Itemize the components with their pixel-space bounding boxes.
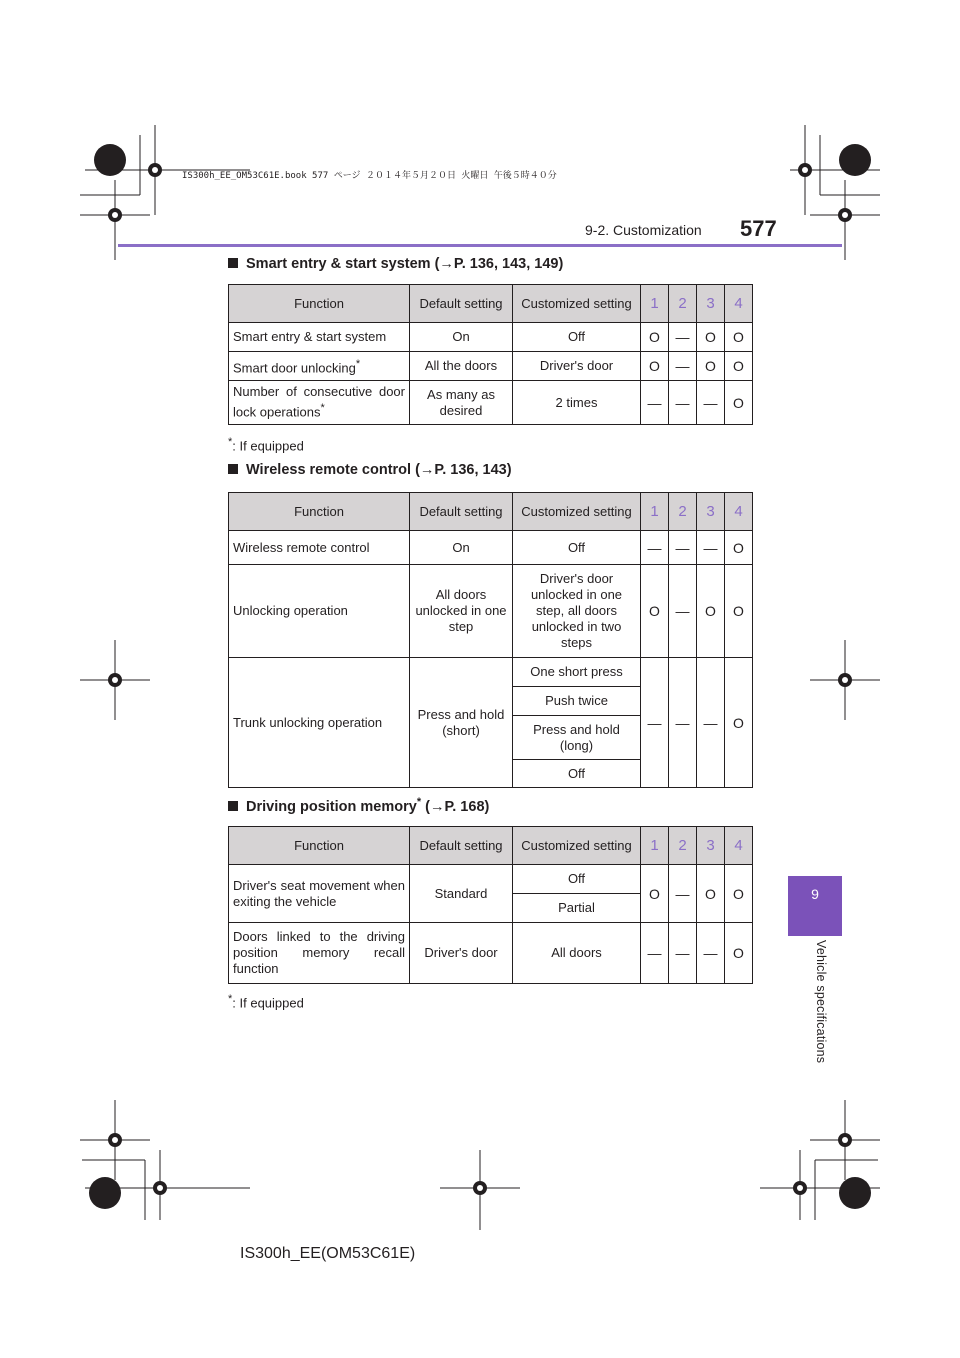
table-smart-entry xyxy=(228,284,753,425)
section-title: 9-2. Customization xyxy=(585,222,702,238)
number-1-icon: 1 xyxy=(650,836,659,854)
header-rule xyxy=(118,244,842,247)
table-header-row xyxy=(229,285,753,323)
page-number: 577 xyxy=(740,216,777,241)
table-row: Push twice xyxy=(229,687,753,716)
section-heading-smart-entry: Smart entry & start system (→P. 136, 143, 149) xyxy=(228,256,563,272)
number-2-icon: 2 xyxy=(678,502,687,520)
table-row: Partial xyxy=(229,894,753,923)
number-1-icon: 1 xyxy=(650,502,659,520)
col-default: Default setting xyxy=(410,285,513,323)
number-3-icon: 3 xyxy=(706,836,715,854)
table-header-row: Function Default setting Customized setting 1 2 3 4 xyxy=(229,827,753,865)
table-row: Number of consecutive door lock operations* As many as desired 2 times — — — O xyxy=(229,381,753,425)
table-row: Trunk unlocking operation Press and hold (short) One short press — — — O xyxy=(229,658,753,687)
table-row: Doors linked to the driving position memory recall function Driver's door All doors — — — O xyxy=(229,923,753,984)
table-row: Smart entry & start system On Off O — O O xyxy=(229,323,753,352)
document-code: IS300h_EE(OM53C61E) xyxy=(240,1245,416,1262)
table-row: Wireless remote control On Off — — — O xyxy=(229,531,753,565)
number-1-icon: 1 xyxy=(650,294,659,312)
col-customized: Customized setting xyxy=(513,285,641,323)
number-4-icon: 4 xyxy=(734,836,743,854)
table-header-row: Function Default setting Customized setting 1 2 3 4 xyxy=(229,493,753,531)
section-heading-driving-position: Driving position memory* (→P. 168) xyxy=(228,796,489,815)
number-2-icon: 2 xyxy=(678,294,687,312)
number-3-icon: 3 xyxy=(706,502,715,520)
chapter-tab xyxy=(788,876,842,936)
table-row: Driver's seat movement when exiting the vehicle Standard Off O — O O xyxy=(229,865,753,894)
number-4-icon: 4 xyxy=(734,502,743,520)
number-4-icon: 4 xyxy=(734,294,743,312)
table-row: Off xyxy=(229,760,753,788)
table-driving-position xyxy=(228,826,753,984)
bullet-square-icon xyxy=(228,258,238,268)
chapter-title: Vehicle specifications xyxy=(814,940,828,1064)
footnote-if-equipped: *: If equipped xyxy=(228,436,304,454)
table-row: Unlocking operation All doors unlocked in one step Driver's door unlocked in one step, all doors unlocked in two steps O — O O xyxy=(229,565,753,658)
number-3-icon: 3 xyxy=(706,294,715,312)
table-row: Press and hold (long) xyxy=(229,716,753,760)
footnote-if-equipped: *: If equipped xyxy=(228,993,304,1011)
section-heading-wireless-remote: Wireless remote control (→P. 136, 143) xyxy=(228,462,512,478)
bullet-square-icon xyxy=(228,464,238,474)
printer-info-line: IS300h_EE_OM53C61E.book 577 ページ ２０１４年５月２０日 火曜日 午後５時４０分 xyxy=(182,171,557,181)
chapter-number: 9 xyxy=(811,886,819,902)
table-wireless-remote xyxy=(228,492,753,788)
col-function: Function xyxy=(229,285,410,323)
number-2-icon: 2 xyxy=(678,836,687,854)
bullet-square-icon xyxy=(228,801,238,811)
table-row: Smart door unlocking* All the doors Driver's door O — O O xyxy=(229,352,753,381)
